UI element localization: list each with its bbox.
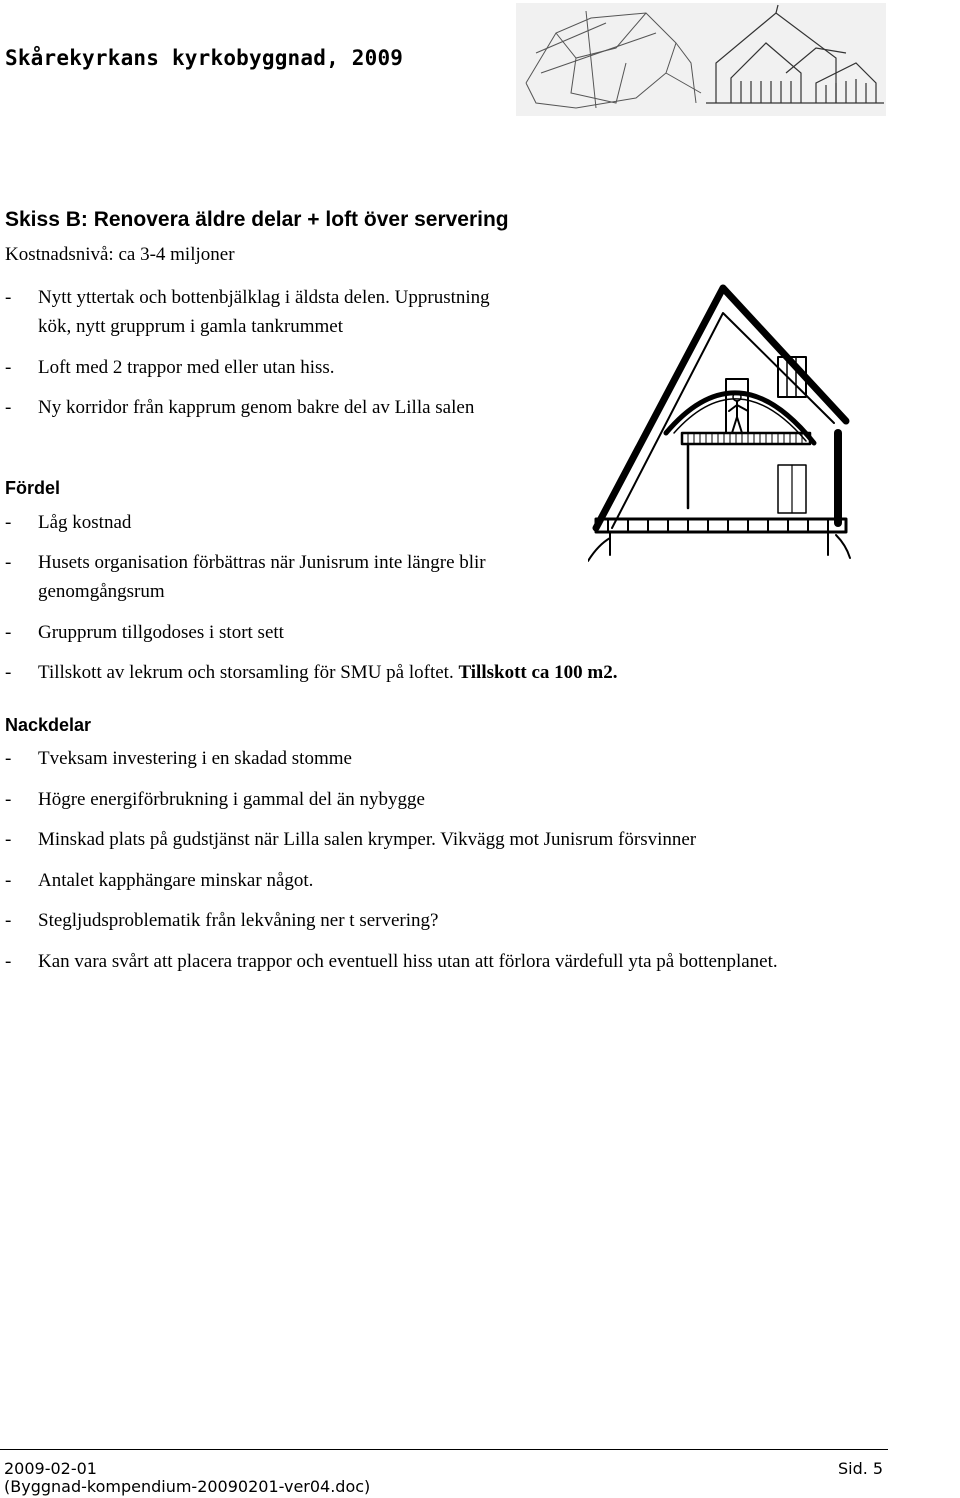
list-item [5,393,545,422]
list-item-text: Antalet kapphängare minskar något. [38,870,314,891]
list-dash: - [5,397,12,418]
list-item-text: Tillskott av lekrum och storsamling för SMU på loftet. [38,662,454,683]
church-sketch-illustration [516,3,886,116]
list-item [5,906,945,935]
list-item [5,744,945,773]
house-section-sketch [588,283,960,565]
list-dash: - [5,748,12,769]
footer-date: 2009-02-01 [4,1459,97,1478]
footer-filename: (Byggnad-kompendium-20090201-ver04.doc) [4,1477,371,1496]
footer-divider [0,1449,888,1450]
list-item-text: Minskad plats på gudstjänst när Lilla salen krymper. Vikvägg mot Junisrum försvinner [38,829,697,850]
list-item-text: Låg kostnad [38,512,132,533]
list-dash: - [5,789,12,810]
list-item [5,658,945,687]
document-title: Skårekyrkans kyrkobyggnad, 2009 [5,46,404,70]
list-dash: - [5,622,12,643]
list-dash: - [5,662,12,683]
list-item-text: Grupprum tillgodoses i stort sett [38,622,284,643]
list-item-text: Nytt yttertak och bottenbjälklag i äldsta delen. Upprustning kök, nytt grupprum i gamla tankrummet [38,287,490,337]
list-dash: - [5,512,12,533]
section-heading: Skiss B: Renovera äldre delar + loft över servering [5,208,509,231]
list-item-text: Loft med 2 trappor med eller utan hiss. [38,357,335,378]
list-dash: - [5,870,12,891]
list-dash: - [5,287,12,308]
list-dash: - [5,552,12,573]
list-item [5,947,865,976]
list-item [5,825,945,854]
cost-level: Kostnadsnivå: ca 3-4 miljoner [5,244,235,265]
list-item [5,618,545,647]
list-item [5,353,565,382]
list-dash: - [5,829,12,850]
list-item-text: Husets organisation förbättras när Junisrum inte längre blir genomgångsrum [38,552,486,602]
list-item-text: Kan vara svårt att placera trappor och eventuell hiss utan att förlora värdefull yta på bottenplanet. [38,951,778,972]
list-item-bold-text: Tillskott ca 100 m2. [458,662,618,683]
list-item [5,508,545,537]
list-item-text: Ny korridor från kapprum genom bakre del av Lilla salen [38,397,475,418]
list-item [5,785,945,814]
list-item [5,866,945,895]
nackdelar-heading: Nackdelar [5,715,92,735]
list-item [5,283,525,341]
list-dash: - [5,910,12,931]
list-item-text: Tveksam investering i en skadad stomme [38,748,352,769]
list-item-text: Högre energiförbrukning i gammal del än nybygge [38,789,425,810]
list-dash: - [5,951,12,972]
list-item [5,548,545,606]
list-item-text: Stegljudsproblematik från lekvåning ner t servering? [38,910,439,931]
list-dash: - [5,357,12,378]
footer-page-number: Sid. 5 [838,1459,884,1478]
fordel-heading: Fördel [5,478,61,498]
